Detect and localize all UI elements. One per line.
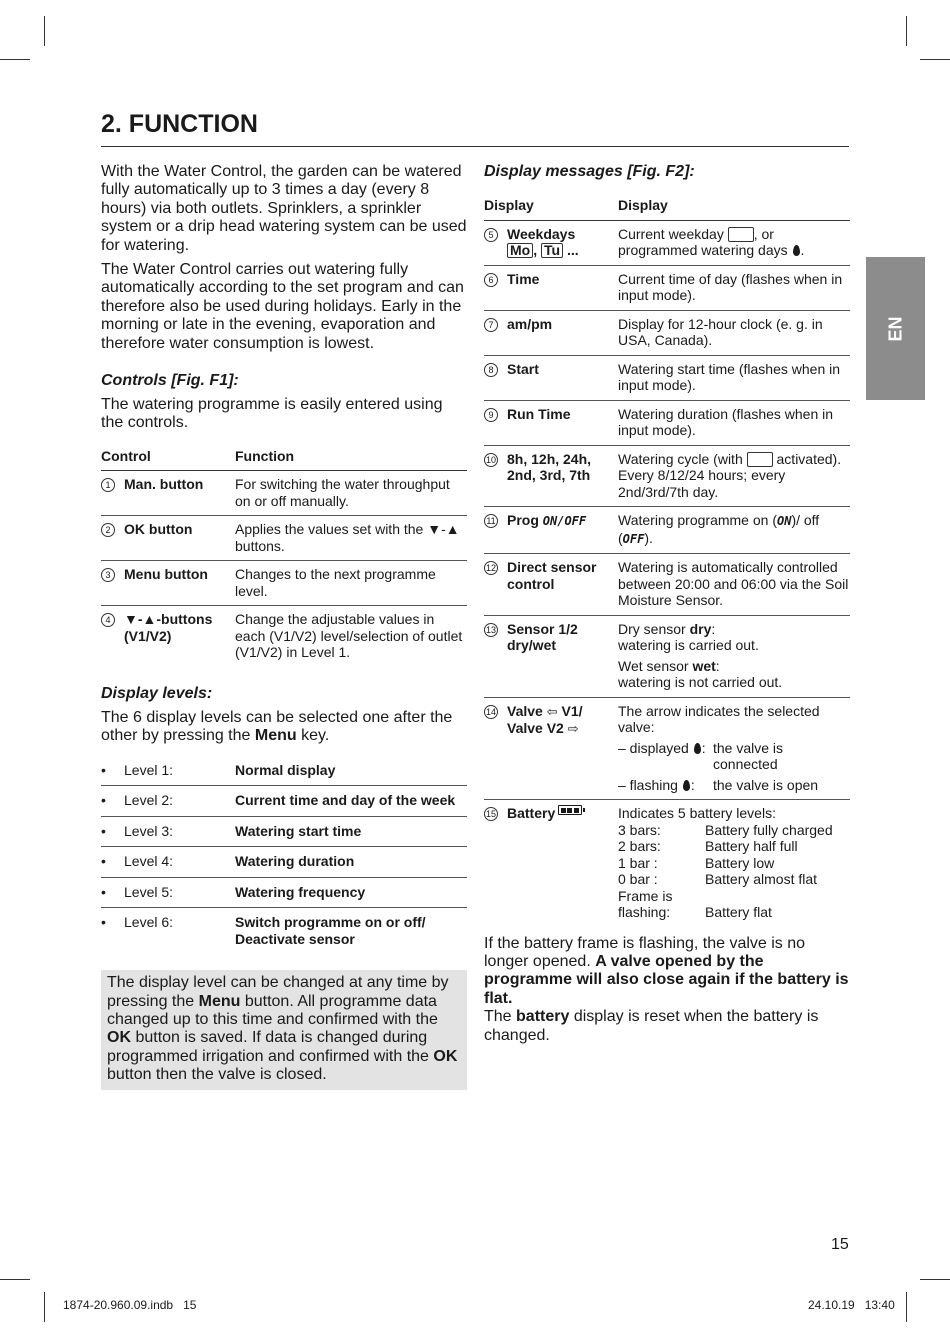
- crop-mark: [44, 16, 45, 46]
- item-number: 15: [485, 809, 496, 819]
- table-row: [101, 606, 467, 667]
- list-item: [101, 908, 467, 955]
- column-header: Display: [484, 194, 618, 220]
- bullet: •: [101, 756, 124, 786]
- item-number: 6: [484, 273, 498, 287]
- table-row: [484, 507, 850, 554]
- level-description: Watering frequency: [235, 877, 467, 908]
- arrow-right-icon: ⇨: [567, 721, 579, 736]
- item-number: 14: [485, 706, 496, 717]
- controls-heading: Controls [Fig. F1]:: [101, 372, 239, 390]
- table-row: [484, 554, 850, 616]
- column-header: Control: [101, 445, 235, 471]
- table-row: [484, 615, 850, 697]
- controls-text: The watering programme is easily entered using the controls.: [101, 396, 443, 432]
- level-description: Normal display: [235, 756, 467, 786]
- table-header-row: [484, 194, 850, 220]
- controls-table: [101, 445, 467, 667]
- level-description: Switch programme on or off/ Deactivate sensor: [235, 914, 426, 947]
- display-name: Battery: [507, 800, 618, 927]
- title-divider: [101, 146, 849, 147]
- item-number: 1: [101, 478, 115, 492]
- display-description: Indicates 5 battery levels: 3 bars: Battery fully charged 2 bars: Battery half full 1 bar : Battery low 0 bar : Battery almost flat Frame is flashing: Battery flat: [618, 800, 850, 927]
- display-name: 8h, 12h, 24h, 2nd, 3rd, 7th: [507, 445, 618, 507]
- display-description: Current weekday , or programmed watering days .: [618, 220, 850, 265]
- bullet: •: [101, 786, 124, 817]
- battery-icon: [558, 805, 582, 815]
- level-label: Level 5:: [124, 877, 235, 908]
- display-description: Watering cycle (with activated). Every 8/12/24 hours; every 2nd/3rd/7th day.: [618, 445, 850, 507]
- water-drop-icon: [694, 743, 701, 754]
- item-number: 7: [484, 318, 498, 332]
- item-number: 9: [484, 408, 498, 422]
- table-row: [101, 516, 467, 561]
- list-item: [101, 786, 467, 817]
- language-label: EN: [885, 315, 905, 342]
- control-name: ▼-▲-buttons (V1/V2): [124, 611, 213, 644]
- list-item: [101, 816, 467, 847]
- water-drop-icon: [793, 245, 800, 256]
- item-number: 8: [484, 363, 498, 377]
- bullet: •: [101, 914, 106, 931]
- intro-paragraph: The Water Control carries out watering fully automatically according to the set program and can therefore also be used during holidays. Early in the morning or late in the evening, evaporation and therefore water consumption is lowest.: [101, 261, 464, 352]
- display-description: Display for 12-hour clock (e. g. in USA, Canada).: [618, 310, 850, 355]
- level-description: Watering duration: [235, 847, 467, 878]
- column-header: Display: [618, 194, 850, 220]
- display-description: The arrow indicates the selected valve: – displayed : the valve is connected – flashing : the valve is open: [618, 697, 850, 800]
- water-drop-icon: [683, 780, 690, 791]
- list-item: [101, 877, 467, 908]
- control-function: Change the adjustable values in each (V1/V2) level/selection of outlet (V1/V2) in Level 1.: [235, 611, 463, 661]
- battery-levels-list: 3 bars: Battery fully charged 2 bars: Battery half full 1 bar : Battery low 0 bar : Battery almost flat Frame is flashing: Battery flat: [618, 821, 833, 920]
- display-name: am/pm: [507, 310, 618, 355]
- footer-file-info: 1874-20.960.09.indb 15: [63, 1298, 197, 1312]
- table-row: [484, 220, 850, 265]
- battery-note: If the battery frame is flashing, the valve is no longer opened. A valve opened by the programme will also close again if the battery is flat. The battery display is reset when the battery is changed.: [484, 934, 849, 1044]
- crop-mark: [906, 16, 907, 46]
- display-name: Sensor 1/2 dry/wet: [507, 615, 618, 697]
- bullet: •: [101, 877, 124, 908]
- page-title: 2. FUNCTION: [101, 110, 258, 138]
- control-function: Applies the values set with the ▼-▲ buttons.: [235, 516, 467, 561]
- right-column: [484, 163, 850, 1051]
- crop-mark: [920, 59, 950, 60]
- display-name: Valve ⇦ V1/ Valve V2 ⇨: [507, 697, 618, 800]
- table-row: [484, 697, 850, 800]
- display-name: Direct sensor control: [507, 554, 618, 616]
- level-label: Level 6:: [124, 914, 174, 931]
- language-tab: [866, 257, 925, 400]
- bullet: •: [101, 816, 124, 847]
- crop-mark: [906, 1292, 907, 1322]
- level-label: Level 2:: [124, 786, 235, 817]
- cycle-frame-icon: [747, 452, 773, 467]
- segment-label: ON/OFF: [542, 514, 587, 528]
- display-description: Dry sensor dry: watering is carried out. Wet sensor wet: watering is not carried out.: [618, 615, 850, 697]
- control-function: For switching the water throughput on or off manually.: [235, 471, 467, 516]
- weekday-key: Tu: [541, 243, 563, 258]
- table-row: [484, 800, 850, 927]
- control-name: Man. button: [124, 471, 235, 516]
- level-label: Level 4:: [124, 847, 235, 878]
- item-number: 13: [485, 624, 496, 635]
- page-number: 15: [831, 1236, 849, 1253]
- control-name: Menu button: [124, 561, 235, 606]
- display-name: Time: [507, 265, 618, 310]
- item-number: 5: [484, 228, 498, 242]
- bullet: •: [101, 847, 124, 878]
- level-description: Current time and day of the week: [235, 786, 467, 817]
- item-number: 11: [484, 514, 498, 528]
- display-levels-table: [101, 756, 467, 955]
- item-number: 12: [485, 563, 496, 573]
- display-levels-heading: Display levels:: [101, 684, 213, 702]
- crop-mark: [0, 1279, 30, 1280]
- level-label: Level 1:: [124, 756, 235, 786]
- column-header: Function: [235, 445, 467, 471]
- display-name: Start: [507, 355, 618, 400]
- display-description: Watering start time (flashes when in input mode).: [618, 355, 850, 400]
- display-description: Current time of day (flashes when in input mode).: [618, 265, 850, 310]
- table-header-row: [101, 445, 467, 471]
- weekday-frame-icon: [728, 227, 754, 242]
- footer-timestamp: 24.10.19 13:40: [808, 1298, 895, 1312]
- control-name: OK button: [124, 516, 235, 561]
- display-description: Watering is automatically controlled between 20:00 and 06:00 via the Soil Moisture Sensor.: [618, 554, 850, 616]
- list-item: [101, 756, 467, 786]
- weekday-key: Mo: [507, 243, 533, 258]
- display-name: Prog ON/OFF: [507, 507, 618, 554]
- display-levels-text: The 6 display levels can be selected one after the other by pressing the Menu key.: [101, 708, 453, 745]
- left-column: [101, 163, 467, 1090]
- item-number: 4: [101, 613, 115, 627]
- table-row: [484, 310, 850, 355]
- table-row: [484, 445, 850, 507]
- crop-mark: [0, 59, 30, 60]
- info-note-box: The display level can be changed at any time by pressing the Menu button. All programme data changed up to this time and confirmed with the OK button is saved. If data is changed during programmed irrigation and confirmed with the OK button then the valve is closed.: [101, 970, 467, 1089]
- display-name: Weekdays Mo , Tu ...: [507, 220, 618, 265]
- arrow-left-icon: ⇦: [546, 703, 558, 719]
- table-row: [484, 265, 850, 310]
- intro-paragraph: With the Water Control, the garden can be watered fully automatically up to 3 times a day (every 8 hours) via both outlets. Sprinklers, a sprinkler system or a drip head watering system can be used for watering.: [101, 163, 467, 254]
- control-function: Changes to the next programme level.: [235, 561, 467, 606]
- table-row: [101, 471, 467, 516]
- crop-mark: [920, 1279, 950, 1280]
- level-label: Level 3:: [124, 816, 235, 847]
- item-number: 10: [485, 454, 496, 465]
- table-row: [101, 561, 467, 606]
- level-description: Watering start time: [235, 816, 467, 847]
- item-number: 3: [101, 568, 115, 582]
- table-row: [484, 355, 850, 400]
- display-messages-table: [484, 194, 850, 927]
- display-messages-heading: Display messages [Fig. F2]:: [484, 163, 695, 180]
- table-row: [484, 400, 850, 445]
- crop-mark: [44, 1292, 45, 1322]
- list-item: [101, 847, 467, 878]
- item-number: 2: [101, 523, 115, 537]
- display-description: Watering programme on (ON)/ off (OFF).: [618, 507, 850, 554]
- display-description: Watering duration (flashes when in input mode).: [618, 400, 850, 445]
- display-name: Run Time: [507, 400, 618, 445]
